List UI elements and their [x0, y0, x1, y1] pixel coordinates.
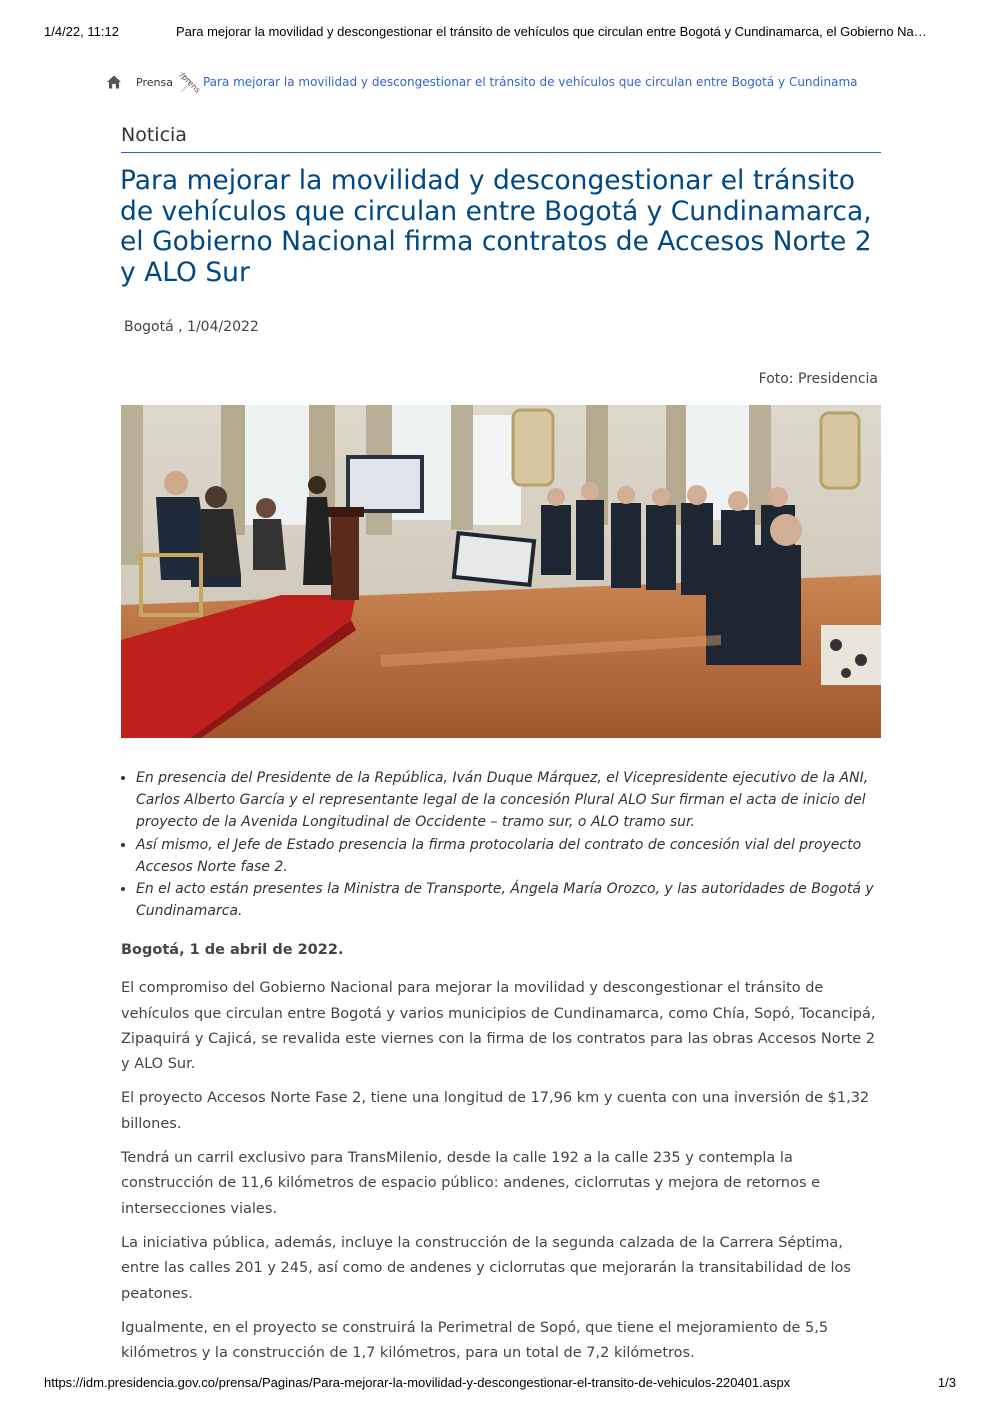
event-photo [121, 405, 881, 738]
print-page-number: 1/3 [937, 1375, 956, 1390]
breadcrumb [106, 70, 906, 94]
article-paragraph: El proyecto Accesos Norte Fase 2, tiene una longitud de 17,96 km y cuenta con una inversión de $1,32 billones. [121, 1090, 870, 1132]
summary-bullets [118, 767, 896, 922]
section-label: Noticia [121, 124, 881, 153]
dateline: Bogotá , 1/04/2022 [124, 319, 259, 335]
list-item: • En el acto están presentes la Ministra de Transporte, Ángela María Orozco, y las autoridades de Bogotá y Cundinamarca. [136, 878, 896, 922]
print-url: https://idm.presidencia.gov.co/prensa/Paginas/Para-mejorar-la-movilidad-y-descongestionar-el-transito-de-vehiculos-220401.aspx [44, 1375, 791, 1390]
list-item: • Así mismo, el Jefe de Estado presencia la firma protocolaria del contrato de concesión vial del proyecto Accesos Norte fase 2. [136, 834, 896, 878]
article-paragraph: Tendrá un carril exclusivo para TransMilenio, desde la calle 192 a la calle 235 y contempla la construcción de 11,6 kilómetros de espacio público: andenes, ciclorrutas y mejora de retornos e intersecciones viales. [121, 1150, 821, 1217]
chevron-right-icon [173, 70, 203, 95]
print-footer [44, 1375, 956, 1390]
article-paragraph: El compromiso del Gobierno Nacional para mejorar la movilidad y descongestionar el tránsito de vehículos que circulan entre Bogotá y varios municipios de Cundinamarca, como Chía, Sopó, Tocancipá, Zipaquirá y Cajicá, se revalida este viernes con la firma de los contratos para las obras Accesos Norte 2 y ALO Sur. [121, 980, 876, 1073]
breadcrumb-current-link[interactable]: Para mejorar la movilidad y descongestionar el tránsito de vehículos que circulan entre Bogotá y Cundinama [202, 75, 858, 89]
article-paragraph: Igualmente, en el proyecto se construirá la Perimetral de Sopó, que tiene el mejoramiento de 5,5 kilómetros y la construcción de 1,7 kilómetros, para un total de 7,2 kilómetros. [121, 1319, 829, 1362]
list-item: • En presencia del Presidente de la República, Iván Duque Márquez, el Vicepresidente ejecutivo de la ANI, Carlos Alberto García y el representante legal de la concesión Plural ALO Sur firman el acta de inicio del proyecto de la Avenida Longitudinal de Occidente – tramo sur, o ALO tramo sur. [136, 767, 896, 834]
print-date: 1/4/22, 11:12 [44, 24, 119, 39]
home-icon[interactable] [106, 74, 122, 90]
print-header [44, 24, 956, 39]
breadcrumb-overlay-text: /prens [177, 70, 203, 95]
photo-credit: Foto: Presidencia [758, 371, 878, 387]
breadcrumb-prensa-link[interactable]: Prensa [136, 75, 173, 89]
article-paragraph: La iniciativa pública, además, incluye la construcción de la segunda calzada de la Carrera Séptima, entre las calles 201 y 245, así como de andenes y ciclorrutas que mejorarán la transitabilidad de los peatones. [121, 1234, 851, 1302]
page-title: Para mejorar la movilidad y descongestionar el tránsito de vehículos que circulan entre Bogotá y Cundinamarca, el Gobierno Nacional firma contratos de Accesos Norte 2 y ALO Sur [120, 165, 872, 288]
article-lead: Bogotá, 1 de abril de 2022. [121, 942, 344, 958]
article-body [121, 938, 883, 1375]
print-doc-title: Para mejorar la movilidad y descongestionar el tránsito de vehículos que circulan entre Bogotá y Cundinamarca, el Gobierno Na… [176, 24, 927, 39]
